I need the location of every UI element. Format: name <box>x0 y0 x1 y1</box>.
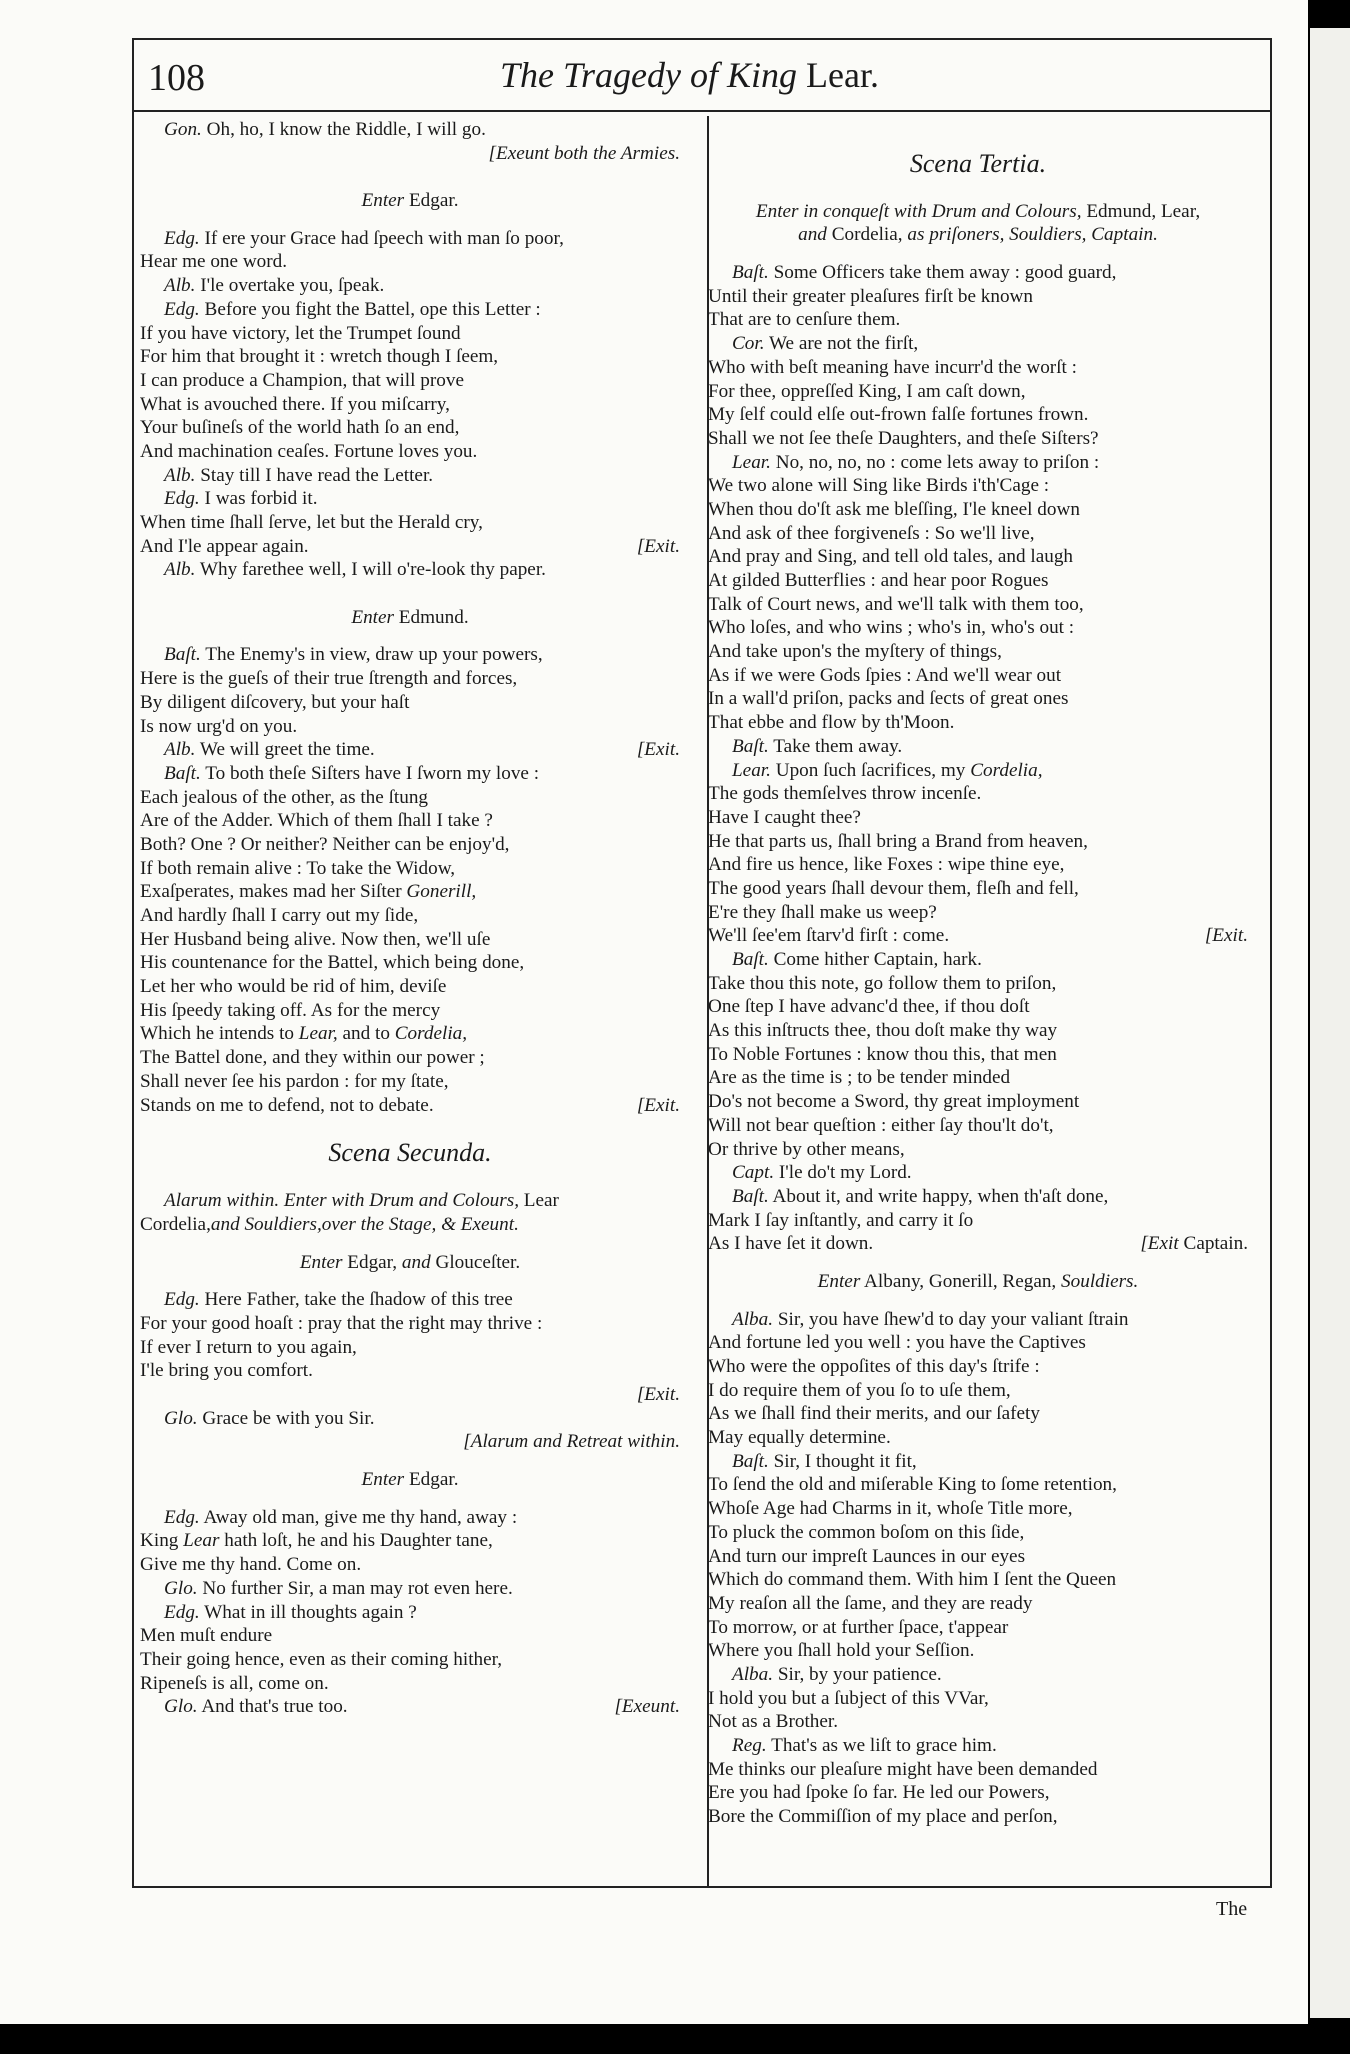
text-line <box>140 1506 680 1530</box>
text-line <box>708 948 1248 972</box>
line-text: Before you fight the Battel, ope this Letter : <box>204 298 541 320</box>
speaker: Edg. <box>164 1601 200 1623</box>
line-text: Here Father, take the ſhadow of this tree <box>204 1289 513 1311</box>
text-line: We two alone will Sing like Birds i'th'Cage : <box>708 475 1050 497</box>
text-line <box>140 880 680 904</box>
speaker: Edg. <box>164 1289 200 1311</box>
line-text: I'le do't my Lord. <box>778 1162 912 1184</box>
line-text: No further Sir, a man may rot even here. <box>202 1577 513 1599</box>
speaker: Baſt. <box>732 949 769 970</box>
text-line: One ſtep I have advanc'd thee, if thou doſt <box>708 996 1030 1018</box>
line-text: I was forbid it. <box>204 488 318 510</box>
text-line <box>708 451 1248 475</box>
text-line: For him that brought it : wretch though I ſeem, <box>140 346 499 368</box>
stage-direction <box>140 1213 680 1237</box>
name-italic: Lear, <box>298 1023 338 1045</box>
stage-direction <box>140 1383 680 1407</box>
text-line <box>140 1695 680 1719</box>
line-text: and to <box>342 1023 390 1045</box>
text-line: I do require them of you ſo to uſe them, <box>708 1379 1011 1401</box>
text-line: Do's not become a Sword, thy great imployment <box>708 1091 1080 1113</box>
text-line <box>708 1734 1248 1758</box>
text-line: Are of the Adder. Which of them ſhall I take ? <box>140 810 493 832</box>
text-line <box>708 1450 1248 1474</box>
text-line: Take thou this note, go follow them to priſon, <box>708 972 1057 994</box>
text-line: To morrow, or at further ſpace, t'appear <box>708 1616 1009 1638</box>
text-line: In a wall'd priſon, packs and ſects of great ones <box>708 688 1069 710</box>
entrance-word: Enter <box>361 190 405 212</box>
exit-word: [Exit <box>1140 1233 1179 1255</box>
line-text: And I'le appear again. <box>140 535 309 557</box>
entrance <box>140 606 680 630</box>
text-line: At gilded Butterflies : and hear poor Rogues <box>708 570 1049 591</box>
text-line: And fortune led you well : you have the Captives <box>708 1332 1086 1354</box>
text-line <box>708 1161 1248 1185</box>
entrance-word: Enter <box>351 606 394 628</box>
line-text: We will greet the time. <box>199 739 375 761</box>
text-line: And take upon's the myſtery of things, <box>708 641 1002 663</box>
text-line: Their going hence, even as their coming hither, <box>140 1648 503 1670</box>
text-line <box>708 332 1248 356</box>
stage-direction <box>140 142 680 166</box>
catchword: The <box>1216 1898 1248 1920</box>
stage-direction-text: [Exit. <box>636 1094 680 1116</box>
running-title <box>500 54 879 96</box>
text-line: Which do command them. With him I ſent the Queen <box>708 1569 1117 1591</box>
page-number: 108 <box>148 57 205 99</box>
text-line: Your buſineſs of the world hath ſo an end, <box>140 417 460 439</box>
text-line: And ask of thee forgiveneſs : So we'll live, <box>708 522 1035 544</box>
text-line: That are to cenſure them. <box>708 309 901 331</box>
speaker: Lear. <box>732 759 771 781</box>
text-line <box>708 735 1248 759</box>
speaker: Alb. <box>164 739 196 761</box>
entrance-word: Enter <box>361 1469 405 1491</box>
speaker: Lear. <box>732 451 771 473</box>
text-line: The gods themſelves throw incenſe. <box>708 783 982 805</box>
speaker: Edg. <box>164 488 200 510</box>
text-line: As we ſhall find their merits, and our ſafety <box>708 1403 1040 1425</box>
entrance-name: Captain. <box>1183 1233 1248 1255</box>
entrance-word: Enter <box>299 1251 343 1273</box>
text-line: Her Husband being alive. Now then, we'll uſe <box>140 928 491 950</box>
name-italic: Lear <box>183 1530 220 1552</box>
text-line: My reaſon all the ſame, and they are ready <box>708 1592 1033 1614</box>
stage-direction-text: and <box>798 224 827 246</box>
text-line: I'le bring you comfort. <box>140 1360 313 1382</box>
text-line <box>140 738 680 762</box>
line-text: Come hither Captain, hark. <box>773 949 982 970</box>
speaker: Edg. <box>164 227 200 249</box>
text-line: If both remain alive : To take the Widow, <box>140 857 456 879</box>
stage-direction <box>140 1189 680 1213</box>
text-line: For your good hoaſt : pray that the right may thrive : <box>140 1312 543 1334</box>
text-line <box>140 1094 680 1118</box>
stage-direction-text <box>1140 1232 1248 1256</box>
text-line <box>140 464 680 488</box>
entrance-name: Cordelia, <box>140 1213 211 1235</box>
text-line: Will not bear queſtion : either ſay thou'lt do't, <box>708 1114 1054 1136</box>
entrance <box>708 1270 1248 1294</box>
speaker: Alba. <box>732 1308 774 1330</box>
text-line: Are as the time is ; to be tender minded <box>708 1067 1011 1089</box>
text-line <box>140 1407 680 1431</box>
text-line <box>140 1022 680 1046</box>
line-text: Take them away. <box>773 735 903 757</box>
text-line: Let her who would be rid of him, deviſe <box>140 976 447 998</box>
text-line: Both? One ? Or neither? Neither can be enjoy'd, <box>140 833 510 855</box>
title-prefix: The Tragedy of <box>500 55 728 95</box>
right-column <box>708 118 1248 1829</box>
text-line: Men muſt endure <box>140 1625 273 1647</box>
text-line: Who were the oppoſites of this day's ſtrife : <box>708 1356 1040 1377</box>
entrance-word: Souldiers. <box>1061 1270 1139 1292</box>
stage-direction-text: [Exit. <box>1204 925 1248 947</box>
text-line <box>140 118 680 142</box>
entrance <box>140 1468 680 1492</box>
speaker: Alb. <box>164 559 196 581</box>
text-line <box>140 1288 680 1312</box>
stage-direction <box>708 200 1248 224</box>
text-line <box>708 1232 1248 1256</box>
stage-direction-text: and Souldiers,over the Stage, & Exeunt. <box>210 1213 519 1235</box>
line-text: Oh, ho, I know the Riddle, I will go. <box>206 119 486 140</box>
speaker: Edg. <box>164 298 200 320</box>
text-line: His countenance for the Battel, which being done, <box>140 952 525 974</box>
text-line: Here is the gueſs of their true ſtrength and forces, <box>140 668 518 690</box>
text-line: And hardly ſhall I carry out my ſide, <box>140 905 419 926</box>
name-italic: Gonerill, <box>406 881 477 903</box>
left-column <box>140 118 680 1719</box>
text-line: Until their greater pleaſures firſt be known <box>708 285 1034 307</box>
line-text: To both theſe Siſters have I ſworn my love : <box>205 762 540 784</box>
text-line <box>140 487 680 511</box>
text-line <box>140 1601 680 1625</box>
text-line <box>708 261 1248 285</box>
speaker: Alb. <box>164 275 196 297</box>
stage-direction <box>140 1430 680 1454</box>
speaker: Baſt. <box>732 262 769 284</box>
text-line <box>140 762 680 786</box>
text-line: Give me thy hand. Come on. <box>140 1554 362 1576</box>
text-line: To Noble Fortunes : know thou this, that men <box>708 1043 1057 1065</box>
stage-direction-text: [Exeunt. <box>614 1696 680 1718</box>
speaker: Edg. <box>164 1506 200 1528</box>
speaker: Glo. <box>164 1696 198 1718</box>
line-text: No, no, no, no : come lets away to priſon : <box>775 451 1100 473</box>
text-line <box>140 227 680 251</box>
line-text: We are not the firſt, <box>768 333 919 355</box>
text-line: He that parts us, ſhall bring a Brand from heaven, <box>708 830 1088 852</box>
stage-direction-text: [Exit. <box>636 739 680 761</box>
speaker: Capt. <box>732 1162 775 1184</box>
speaker: Baſt. <box>164 762 201 784</box>
text-line <box>708 1663 1248 1687</box>
speaker: Alba. <box>732 1663 774 1685</box>
entrance-name: Cordelia, <box>831 224 903 246</box>
line-text: Stands on me to defend, not to debate. <box>140 1094 434 1116</box>
speaker: Baſt. <box>732 735 769 757</box>
text-line: To ſend the old and miſerable King to ſome retention, <box>708 1474 1117 1496</box>
line-text: Grace be with you Sir. <box>202 1407 375 1429</box>
text-line: As if we were Gods ſpies : And we'll wear out <box>708 664 1062 686</box>
line-text: Which he intends to <box>140 1023 294 1045</box>
entrance-name: Edmund. <box>398 606 469 628</box>
text-line: Ripeneſs is all, come on. <box>140 1672 329 1694</box>
text-line: Where you ſhall hold your Seſſion. <box>708 1640 975 1662</box>
title-king: King <box>727 55 798 95</box>
stage-direction-text: [Exeunt both the Armies. <box>488 142 680 164</box>
text-line: May equally determine. <box>708 1427 891 1449</box>
text-line <box>140 298 680 322</box>
entrance-name: Edgar. <box>408 190 459 212</box>
line-text: As I have ſet it down. <box>708 1233 874 1255</box>
text-line: Hear me one word. <box>140 251 288 273</box>
line-text: About it, and write happy, when th'aſt done, <box>772 1185 1109 1207</box>
text-line <box>140 1577 680 1601</box>
text-line: If you have victory, let the Trumpet ſound <box>140 322 461 344</box>
line-text: King <box>140 1530 179 1552</box>
entrance-name: Lear <box>523 1190 559 1212</box>
name-italic: Cordelia, <box>970 759 1043 781</box>
text-line <box>708 1308 1248 1332</box>
text-line: My ſelf could elſe out-frown falſe fortunes frown. <box>708 404 1089 426</box>
text-line: Have I caught thee? <box>708 806 861 828</box>
facing-page-edge <box>1310 28 1350 2018</box>
text-line: Shall never ſee his pardon : for my ſtate, <box>140 1070 449 1092</box>
speaker: Cor. <box>732 333 765 355</box>
line-text: Exaſperates, makes mad her Siſter <box>140 881 402 903</box>
entrance-word: Enter <box>817 1270 861 1292</box>
text-line <box>140 1529 680 1553</box>
line-text: The Enemy's in view, draw up your powers, <box>205 644 543 666</box>
text-line: Ere you had ſpoke ſo far. He led our Powers, <box>708 1782 1050 1804</box>
line-text: And that's true too. <box>201 1696 348 1718</box>
line-text: hath loſt, he and his Daughter tane, <box>224 1530 493 1552</box>
line-text: Sir, I thought it fit, <box>773 1450 917 1472</box>
text-line <box>140 558 680 582</box>
text-line: Or thrive by other means, <box>708 1138 905 1160</box>
line-text: Some Officers take them away : good guard, <box>773 262 1117 284</box>
line-text: Why farethee well, I will o're-look thy paper. <box>199 559 546 581</box>
speaker: Glo. <box>164 1407 198 1429</box>
scene-heading: Scena Tertia. <box>909 148 1047 178</box>
entrance-name: Edmund, Lear, <box>1086 200 1201 222</box>
line-text: I'le overtake you, ſpeak. <box>200 275 385 297</box>
text-line: Who loſes, and who wins ; who's in, who's out : <box>708 617 1075 639</box>
line-text: Sir, by your patience. <box>777 1663 942 1685</box>
speaker: Baſt. <box>164 644 201 666</box>
text-line <box>708 924 1248 948</box>
text-line: His ſpeedy taking off. As for the mercy <box>140 999 441 1021</box>
text-line: Who with beſt meaning have incurr'd the worſt : <box>708 356 1077 378</box>
text-line <box>140 274 680 298</box>
speaker: Reg. <box>732 1735 767 1756</box>
name-italic: Cordelia, <box>394 1023 468 1045</box>
text-line: As this inſtructs thee, thou doſt make thy way <box>708 1020 1058 1042</box>
text-line: E're they ſhall make us weep? <box>708 901 937 923</box>
stage-direction-text: [Exit. <box>636 535 680 557</box>
entrance-name: Edgar. <box>408 1469 459 1491</box>
text-line: And pray and Sing, and tell old tales, and laugh <box>708 546 1074 568</box>
stage-direction <box>708 223 1248 247</box>
text-line: And machination ceaſes. Fortune loves you. <box>140 440 478 462</box>
scene-heading: Scena Secunda. <box>328 1138 492 1168</box>
line-text: That's as we liſt to grace him. <box>771 1735 997 1756</box>
text-line: When thou do'ſt ask me bleſſing, I'le kneel down <box>708 498 1080 520</box>
line-text: Upon ſuch ſacrifices, my <box>775 759 966 781</box>
line-text: We'll ſee'em ſtarv'd firſt : come. <box>708 925 950 947</box>
text-line <box>140 643 680 667</box>
text-line: Shall we not ſee theſe Daughters, and theſe Siſters? <box>708 427 1099 449</box>
text-line: The Battel done, and they within our power ; <box>140 1047 485 1069</box>
line-text: Sir, you have ſhew'd to day your valiant ſtrain <box>777 1308 1129 1330</box>
text-line <box>708 1185 1248 1209</box>
stage-direction-text: Alarum within. Enter with Drum and Colours, <box>164 1190 519 1212</box>
entrance <box>140 189 680 213</box>
text-line: Each jealous of the other, as the ſtung <box>140 786 429 808</box>
text-line: What is avouched there. If you miſcarry, <box>140 393 450 415</box>
line-text: Away old man, give me thy hand, away : <box>203 1506 518 1528</box>
entrance-name: Edgar, <box>347 1251 398 1273</box>
entrance <box>140 1251 680 1275</box>
text-line: And fire us hence, like Foxes : wipe thine eye, <box>708 854 1065 876</box>
speaker: Alb. <box>164 464 196 486</box>
stage-direction-text: [Alarum and Retreat within. <box>463 1431 680 1453</box>
text-line: By diligent diſcovery, but your haſt <box>140 691 410 713</box>
text-line: Bore the Commiſſion of my place and perſon, <box>708 1806 1058 1828</box>
text-line: Not as a Brother. <box>708 1711 839 1733</box>
text-line: I hold you but a ſubject of this VVar, <box>708 1687 989 1709</box>
text-line <box>140 535 680 559</box>
text-line: To pluck the common boſom on this ſide, <box>708 1521 1025 1543</box>
title-suffix: Lear. <box>797 55 879 95</box>
text-line: Mark I ſay inſtantly, and carry it ſo <box>708 1209 974 1231</box>
text-line: When time ſhall ſerve, let but the Herald cry, <box>140 512 483 533</box>
text-line: The good years ſhall devour them, fleſh and fell, <box>708 877 1079 899</box>
header-rule <box>132 110 1272 112</box>
line-text: What in ill thoughts again ? <box>204 1601 417 1623</box>
text-line: That ebbe and flow by th'Moon. <box>708 712 955 734</box>
text-line: Whoſe Age had Charms in it, whoſe Title more, <box>708 1498 1073 1520</box>
line-text: Stay till I have read the Letter. <box>200 464 434 486</box>
entrance-word: and <box>401 1251 431 1273</box>
entrance-name: Glouceſter. <box>435 1251 521 1273</box>
text-line: For thee, oppreſſed King, I am caſt down, <box>708 380 1026 402</box>
stage-direction-text: [Exit. <box>636 1384 680 1405</box>
text-line: I can produce a Champion, that will prove <box>140 369 464 391</box>
speaker: Baſt. <box>732 1450 769 1472</box>
stage-direction-text: as priſoners, Souldiers, Captain. <box>907 224 1158 246</box>
text-line: Me thinks our pleaſure might have been demanded <box>708 1758 1098 1780</box>
speaker: Baſt. <box>732 1185 769 1207</box>
line-text: If ere your Grace had ſpeech with man ſo poor, <box>204 227 564 249</box>
text-line <box>708 759 1248 783</box>
text-line: Talk of Court news, and we'll talk with them too, <box>708 593 1084 615</box>
text-line: Is now urg'd on you. <box>140 715 298 737</box>
entrance-name: Albany, Gonerill, Regan, <box>864 1270 1057 1292</box>
speaker: Glo. <box>164 1577 198 1599</box>
text-line: And turn our impreſt Launces in our eyes <box>708 1545 1026 1567</box>
speaker: Gon. <box>164 119 202 140</box>
stage-direction-text: Enter in conqueſt with Drum and Colours, <box>755 200 1082 222</box>
text-line: If ever I return to you again, <box>140 1336 357 1358</box>
